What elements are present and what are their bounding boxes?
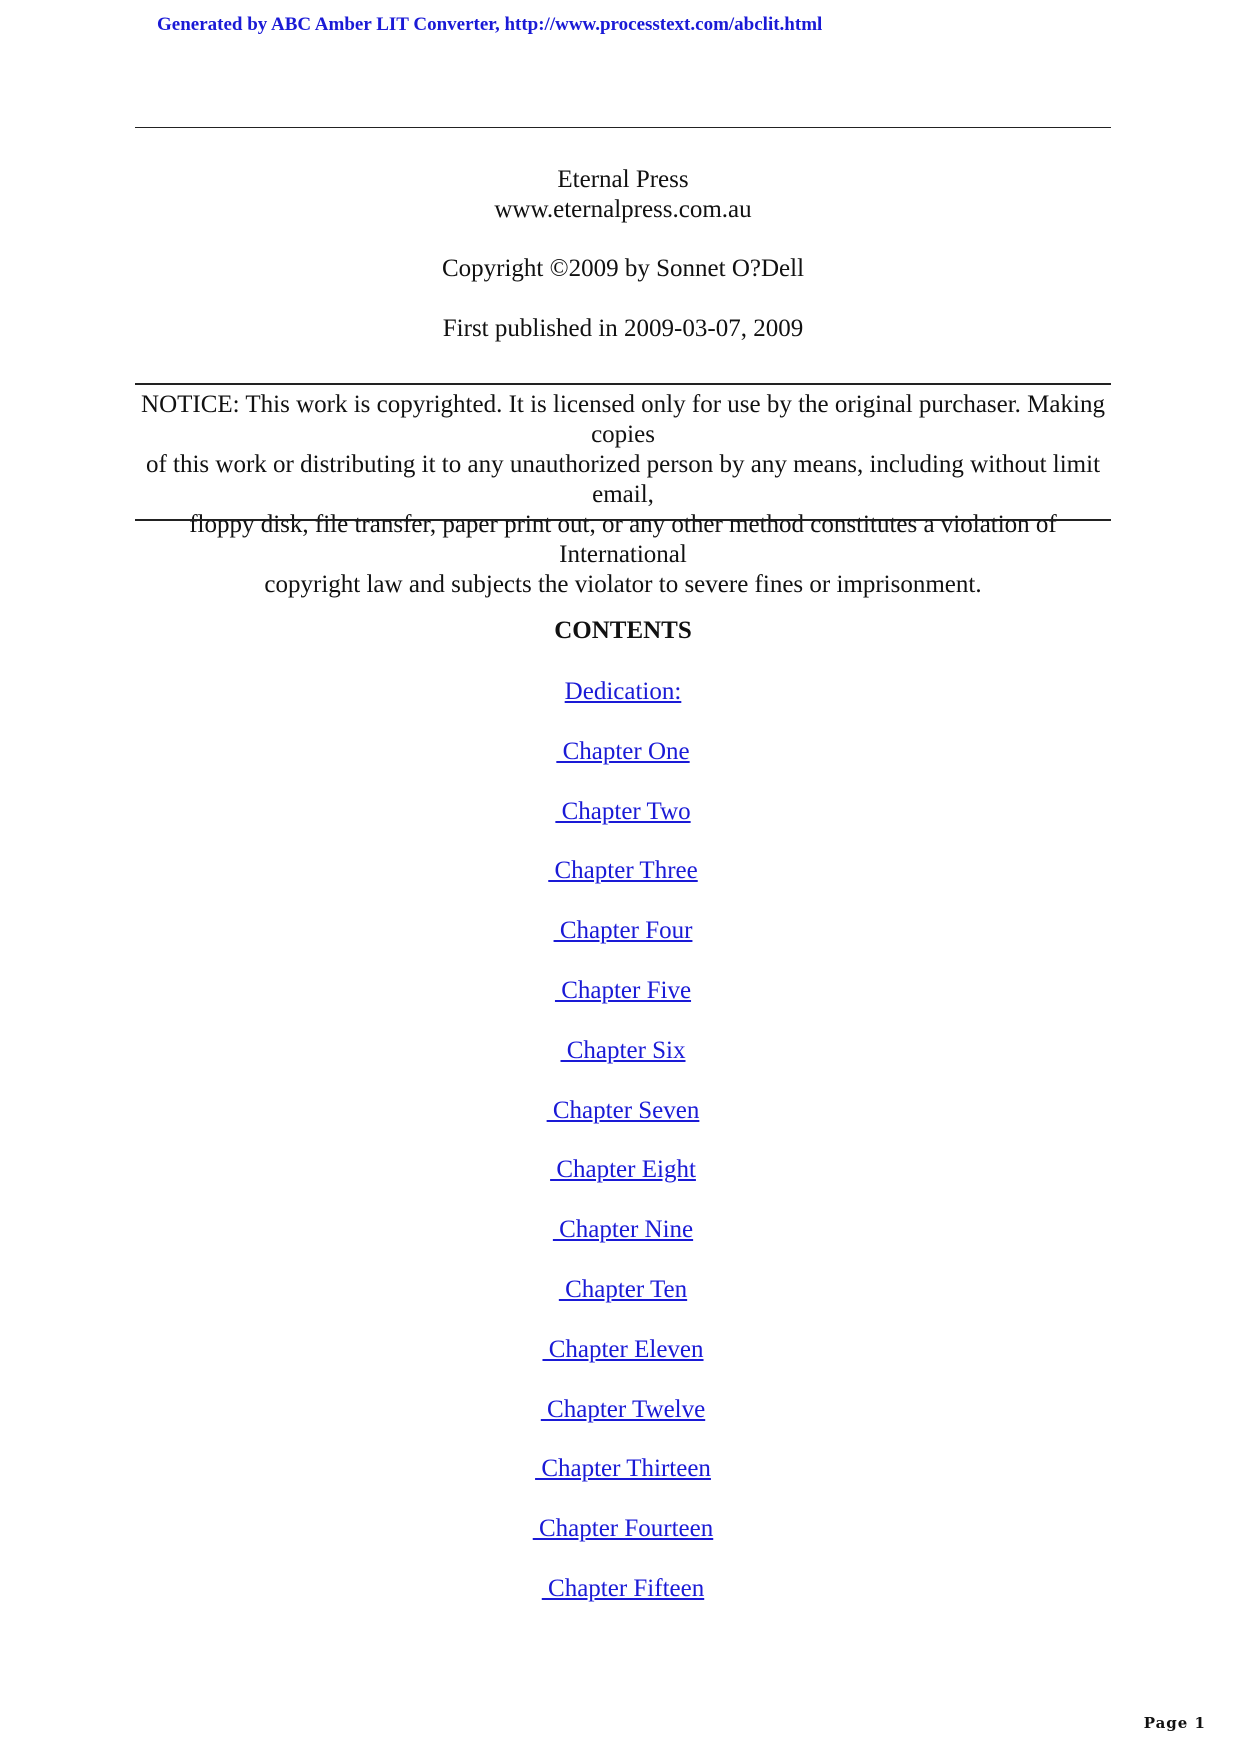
toc-item (135, 1215, 1111, 1275)
publisher-website: www.eternalpress.com.au (494, 196, 752, 223)
toc-link-chapter-two[interactable]: Chapter Two (555, 797, 691, 825)
toc-link-chapter-seven[interactable]: Chapter Seven (546, 1096, 700, 1124)
toc-item (135, 677, 1111, 737)
toc-link-chapter-fifteen[interactable]: Chapter Fifteen (541, 1574, 705, 1602)
toc-link-chapter-five[interactable]: Chapter Five (554, 976, 692, 1004)
first-published-line: First published in 2009-03-07, 2009 (442, 315, 804, 342)
table-of-contents (135, 677, 1111, 1634)
notice-line: copyright law and subjects the violator to severe fines or imprisonment. (264, 571, 982, 598)
toc-item (135, 976, 1111, 1036)
toc-link-chapter-one[interactable]: Chapter One (556, 737, 690, 765)
toc-item (135, 1454, 1111, 1514)
toc-item (135, 797, 1111, 857)
toc-item (135, 737, 1111, 797)
toc-link-chapter-four[interactable]: Chapter Four (553, 917, 693, 945)
toc-link-chapter-twelve[interactable]: Chapter Twelve (540, 1395, 706, 1423)
toc-link-chapter-eight[interactable]: Chapter Eight (550, 1156, 696, 1184)
notice-top-divider (135, 383, 1111, 385)
toc-item (135, 1335, 1111, 1395)
page-number: Page 1 (1143, 1714, 1206, 1732)
toc-link-chapter-nine[interactable]: Chapter Nine (552, 1216, 694, 1244)
toc-item (135, 856, 1111, 916)
copyright-notice (135, 390, 1111, 600)
toc-link-dedication[interactable]: Dedication: (564, 678, 682, 705)
copyright-line: Copyright ©2009 by Sonnet O?Dell (441, 255, 805, 282)
toc-item (135, 1395, 1111, 1455)
top-divider (135, 127, 1111, 128)
notice-line: NOTICE: This work is copyrighted. It is licensed only for use by the original purchaser. Making copies (141, 391, 1105, 448)
toc-item (135, 1036, 1111, 1096)
toc-link-chapter-ten[interactable]: Chapter Ten (558, 1275, 688, 1303)
toc-item (135, 1574, 1111, 1634)
toc-item (135, 1275, 1111, 1335)
notice-line: floppy disk, file transfer, paper print out, or any other method constitutes a violation of International (189, 511, 1057, 568)
toc-item (135, 1514, 1111, 1574)
notice-line: of this work or distributing it to any unauthorized person by any means, including without limit email, (145, 451, 1101, 508)
notice-bottom-divider (135, 519, 1111, 521)
toc-link-chapter-six[interactable]: Chapter Six (560, 1036, 686, 1064)
toc-link-chapter-fourteen[interactable]: Chapter Fourteen (532, 1515, 714, 1543)
toc-link-chapter-eleven[interactable]: Chapter Eleven (542, 1335, 704, 1363)
publisher-block (135, 165, 1111, 225)
generator-link[interactable]: Generated by ABC Amber LIT Converter, http://www.processtext.com/abclit.html (157, 14, 823, 35)
toc-item (135, 916, 1111, 976)
publisher-name: Eternal Press (557, 166, 689, 193)
toc-item (135, 1155, 1111, 1215)
toc-item (135, 1096, 1111, 1156)
contents-heading: CONTENTS (554, 617, 692, 644)
toc-link-chapter-three[interactable]: Chapter Three (548, 857, 698, 885)
toc-link-chapter-thirteen[interactable]: Chapter Thirteen (535, 1455, 711, 1483)
